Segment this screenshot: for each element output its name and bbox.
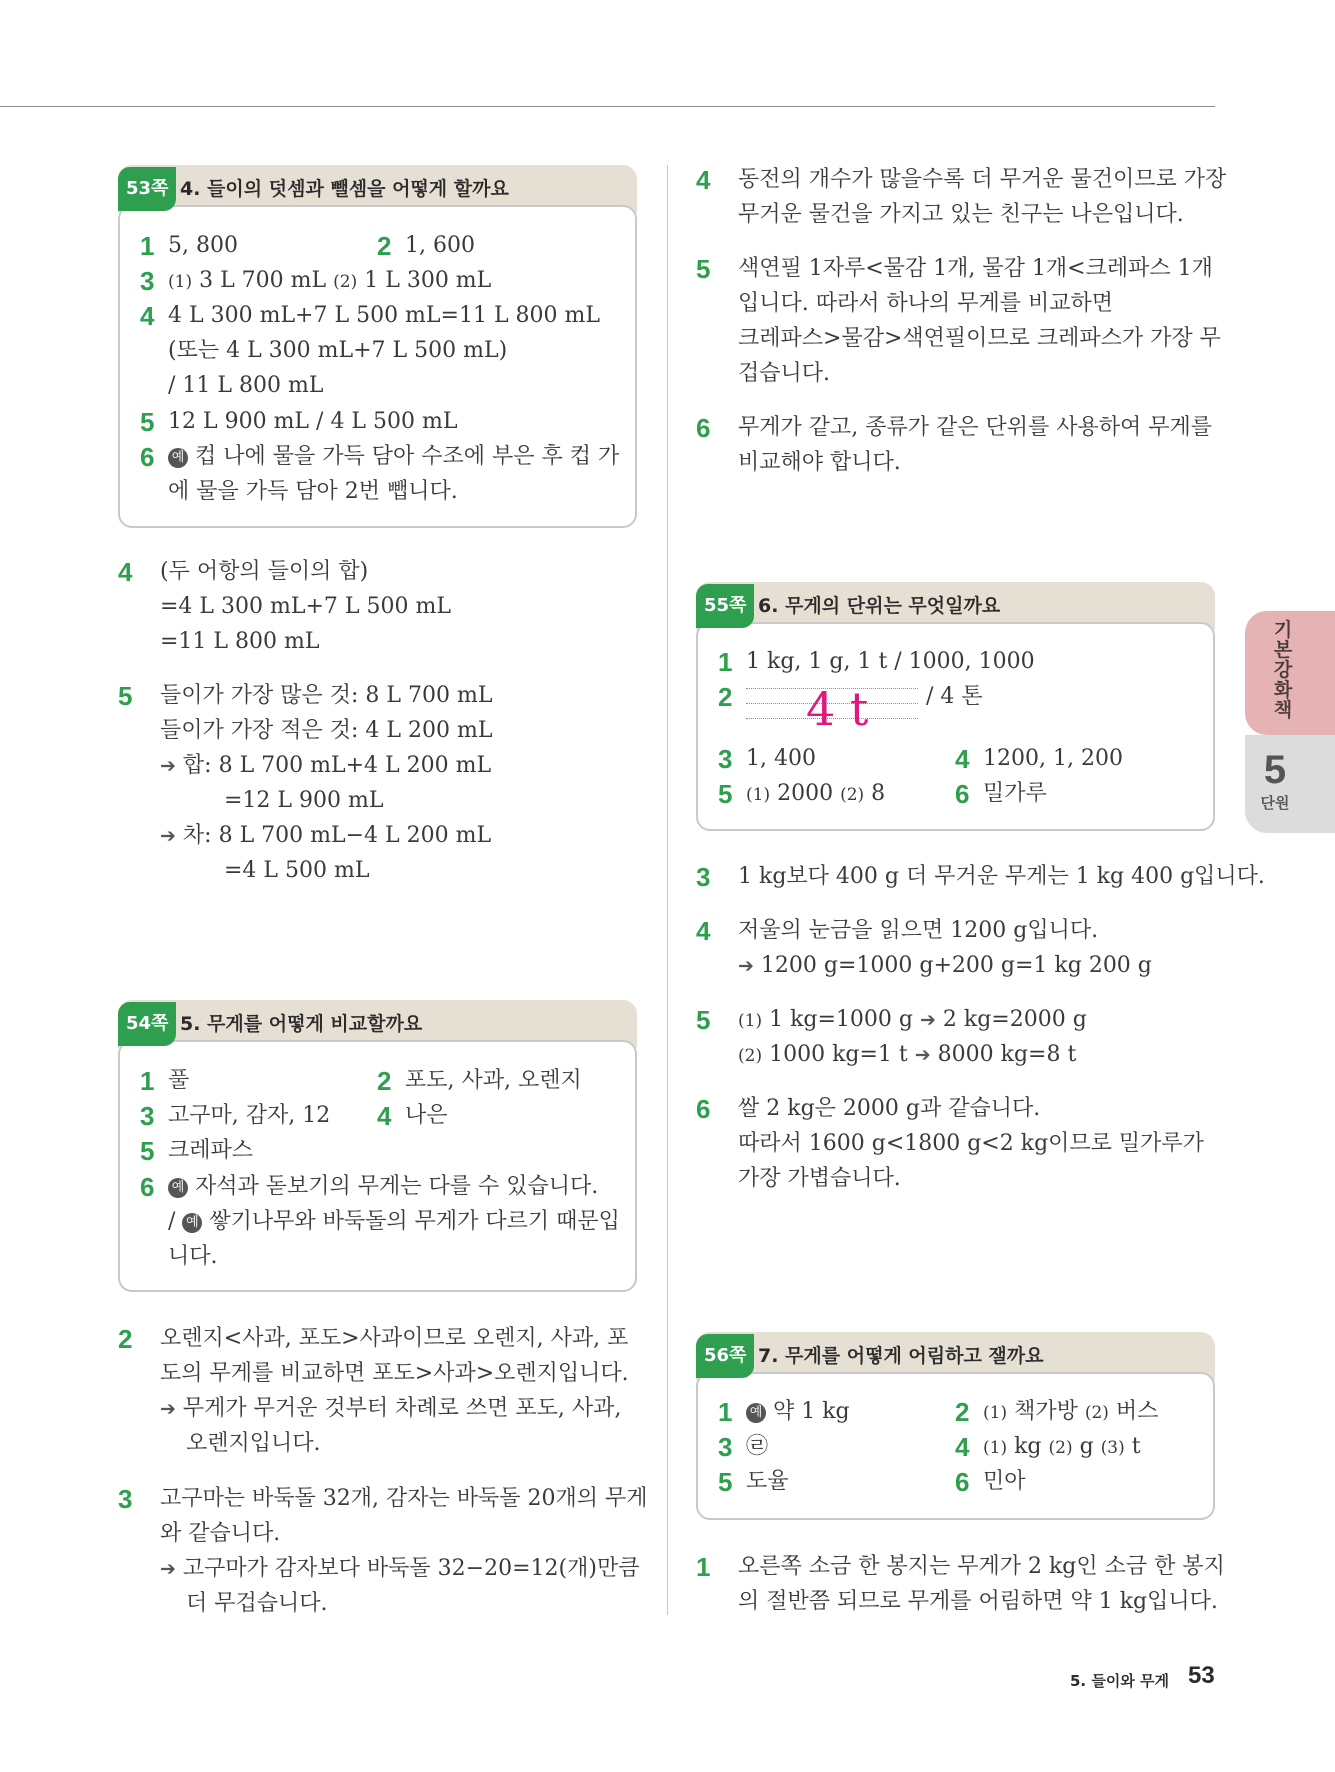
answer-number: 6 (955, 779, 970, 809)
exp-4-line3: =11 L 800 mL (160, 629, 320, 654)
answer-number: 5 (140, 407, 155, 437)
page-number: 53 (1188, 1662, 1215, 1689)
arrow-icon: ➔ (160, 825, 176, 847)
exp-4-line2 (738, 952, 1152, 980)
answer-number: 2 (377, 1066, 392, 1096)
answer-1: 1 kg, 1 g, 1 t / 1000, 1000 (746, 649, 1035, 674)
exp-4-line1: 동전의 개수가 많을수록 더 무거운 물건이므로 가장 (738, 167, 1227, 192)
answer-2 (983, 1398, 1158, 1427)
explanation-number: 1 (696, 1552, 711, 1582)
page-badge: 53쪽 (118, 167, 176, 211)
exp-3-line2: 와 같습니다. (160, 1521, 281, 1546)
answer-3 (168, 267, 491, 296)
answer-5: 12 L 900 mL / 4 L 500 mL (168, 409, 458, 434)
arrow-icon: ➔ (914, 1044, 931, 1066)
answer-5: 크레파스 (168, 1138, 254, 1163)
separator: / (168, 1209, 183, 1234)
answer-2: 포도, 사과, 오렌지 (405, 1068, 582, 1093)
answer-number: 5 (718, 1467, 733, 1497)
exp-5-line6: =4 L 500 mL (224, 858, 370, 883)
answer-number: 3 (140, 266, 155, 296)
exp-2-text: 무게가 무거운 것부터 차례로 쓰면 포도, 사과, (182, 1396, 622, 1421)
page-badge: 56쪽 (696, 1334, 754, 1378)
exp-5-line4: =12 L 900 mL (224, 788, 384, 813)
exp-6-line3: 가장 가볍습니다. (738, 1166, 901, 1191)
exp-5-line1 (738, 1006, 1087, 1035)
side-tab-line1: 기 본 (1273, 619, 1293, 661)
sub-label: (2) (738, 1046, 763, 1066)
box-title: 4. 들이의 덧셈과 뺄셈을 어떻게 할까요 (180, 178, 509, 200)
explanation-number: 3 (118, 1484, 133, 1514)
answer-number: 3 (718, 1432, 733, 1462)
answer-6-text: 컵 나에 물을 가득 담아 수조에 부은 후 컵 가 (188, 444, 620, 469)
exp-2-line3 (160, 1395, 621, 1423)
explanation-number: 6 (696, 1094, 711, 1124)
page-badge: 54쪽 (118, 1002, 176, 1046)
box-title: 5. 무게를 어떻게 비교할까요 (180, 1013, 423, 1035)
exp-4-line2: 무거운 물건을 가지고 있는 친구는 나은입니다. (738, 202, 1184, 227)
exp-3: 1 kg보다 400 g 더 무거운 무게는 1 kg 400 g입니다. (738, 864, 1265, 889)
exp-5-line1: 색연필 1자루<물감 1개, 물감 1개<크레파스 1개 (738, 256, 1213, 281)
exp-5-text: 1 kg=1000 g (762, 1007, 920, 1032)
exp-5-line2 (738, 1041, 1076, 1070)
sub-label: (1) (738, 1011, 763, 1031)
answer-number: 6 (955, 1467, 970, 1497)
arrow-icon: ➔ (160, 1558, 176, 1580)
answer-number: 1 (718, 1397, 733, 1427)
exp-6-line1: 쌀 2 kg은 2000 g과 같습니다. (738, 1096, 1041, 1121)
side-tab-label (1268, 620, 1298, 720)
answer-2-1: 책가방 (1007, 1399, 1085, 1424)
answer-number: 2 (955, 1397, 970, 1427)
explanation-number: 5 (696, 1005, 711, 1035)
exp-4-line2: =4 L 300 mL+7 L 500 mL (160, 594, 451, 619)
answer-4-3: t (1124, 1434, 1141, 1459)
explanation-number: 3 (696, 862, 711, 892)
example-mark: 예 (182, 1213, 202, 1233)
exp-5-sum: 합: 8 L 700 mL+4 L 200 mL (182, 753, 492, 778)
sub-label: (1) (983, 1403, 1008, 1423)
example-mark: 예 (168, 1178, 188, 1198)
exp-3-line1: 고구마는 바둑돌 32개, 감자는 바둑돌 20개의 무게 (160, 1486, 648, 1511)
answer-1-text: 약 1 kg (766, 1399, 850, 1424)
page-badge: 55쪽 (696, 584, 754, 628)
explanation-number: 5 (696, 254, 711, 284)
sub-label: (2) (333, 272, 358, 292)
exp-5-diff: 차: 8 L 700 mL−4 L 200 mL (182, 823, 492, 848)
answer-4-1: kg (1007, 1434, 1049, 1459)
column-divider (667, 165, 668, 1615)
exp-3-line3 (160, 1555, 639, 1583)
answer-6-line2 (168, 1208, 620, 1236)
explanation-number: 5 (118, 681, 133, 711)
answer-1: 5, 800 (168, 233, 238, 258)
example-mark: 예 (168, 448, 188, 468)
answer-3-2: 1 L 300 mL (357, 268, 492, 293)
answer-number: 4 (377, 1101, 392, 1131)
exp-4-line1: 저울의 눈금을 읽으면 1200 g입니다. (738, 918, 1099, 943)
answer-number: 2 (377, 231, 392, 261)
sub-label: (2) (840, 785, 865, 805)
explanation-number: 4 (696, 916, 711, 946)
exp-5-line4: 겁습니다. (738, 361, 831, 386)
exp-1-line1: 오른쪽 소금 한 봉지는 무게가 2 kg인 소금 한 봉지 (738, 1554, 1225, 1579)
sub-label: (1) (746, 785, 771, 805)
exp-5-text: 1000 kg=1 t (762, 1042, 915, 1067)
box-title: 6. 무게의 단위는 무엇일까요 (758, 595, 1001, 617)
exp-6-line2: 따라서 1600 g<1800 g<2 kg이므로 밀가루가 (738, 1131, 1204, 1156)
answer-number: 1 (140, 231, 155, 261)
answer-3: 고구마, 감자, 12 (168, 1103, 331, 1128)
answer-4: 1200, 1, 200 (983, 746, 1123, 771)
answer-number: 4 (955, 1432, 970, 1462)
answer-number: 4 (955, 744, 970, 774)
sub-label: (1) (168, 272, 193, 292)
answer-number: 2 (718, 682, 733, 712)
answer-number: 5 (140, 1136, 155, 1166)
answer-6-text: 쌓기나무와 바둑돌의 무게가 다르기 때문입 (202, 1209, 620, 1234)
sub-label: (2) (1084, 1403, 1109, 1423)
answer-number: 1 (140, 1066, 155, 1096)
handwritten-4t: 4 t (806, 682, 869, 736)
explanation-number: 4 (696, 165, 711, 195)
arrow-icon: ➔ (738, 955, 754, 977)
exp-4-line1: (두 어항의 들이의 합) (160, 559, 369, 584)
answer-4-line3: / 11 L 800 mL (168, 373, 324, 398)
answer-number: 6 (140, 442, 155, 472)
answer-2-2: 버스 (1108, 1399, 1159, 1424)
sub-label: (3) (1100, 1438, 1125, 1458)
exp-5-line5 (160, 822, 491, 850)
answer-number: 3 (718, 744, 733, 774)
explanation-number: 6 (696, 413, 711, 443)
exp-6-line1: 무게가 같고, 종류가 같은 단위를 사용하여 무게를 (738, 415, 1212, 440)
answer-5-1: 2000 (770, 781, 841, 806)
answer-number: 1 (718, 647, 733, 677)
exp-5-line1: 들이가 가장 많은 것: 8 L 700 mL (160, 683, 493, 708)
explanation-number: 2 (118, 1324, 133, 1354)
exp-4-calc: 1200 g=1000 g+200 g=1 kg 200 g (760, 953, 1152, 978)
side-tab-line2: 강 화 책 (1273, 659, 1293, 721)
exp-5-line3: 크레파스>물감>색연필이므로 크레파스가 가장 무 (738, 326, 1221, 351)
answer-5: 도율 (746, 1469, 789, 1494)
answer-1: 풀 (168, 1068, 190, 1093)
answer-4-line1: 4 L 300 mL+7 L 500 mL=11 L 800 mL (168, 303, 601, 328)
answer-6-text: 자석과 돋보기의 무게는 다를 수 있습니다. (188, 1174, 599, 1199)
answer-5 (746, 780, 885, 809)
answer-6-line3: 니다. (168, 1244, 218, 1269)
answer-2-unit: / 4 톤 (926, 684, 983, 709)
answer-number: 4 (140, 301, 155, 331)
exp-3-text: 고구마가 감자보다 바둑돌 32−20=12(개)만큼 (182, 1556, 640, 1581)
exp-2-line2: 도의 무게를 비교하면 포도>사과>오렌지입니다. (160, 1361, 629, 1386)
answer-3: 1, 400 (746, 746, 816, 771)
exp-5-line2: 들이가 가장 적은 것: 4 L 200 mL (160, 718, 493, 743)
answer-6-line1 (168, 1173, 598, 1201)
exp-6-line2: 비교해야 합니다. (738, 450, 901, 475)
sub-label: (2) (1048, 1438, 1073, 1458)
exp-1-line2: 의 절반쯤 되므로 무게를 어림하면 약 1 kg입니다. (738, 1589, 1218, 1614)
box-title: 7. 무게를 어떻게 어림하고 잴까요 (758, 1345, 1044, 1367)
arrow-icon: ➔ (160, 755, 176, 777)
answer-3-1: 3 L 700 mL (192, 268, 334, 293)
answer-6-line1 (168, 443, 619, 471)
answer-number: 6 (140, 1172, 155, 1202)
answer-number: 3 (140, 1101, 155, 1131)
footer-chapter-title: 5. 들이와 무게 (1070, 1672, 1170, 1690)
exp-2-line4: 오렌지입니다. (186, 1431, 321, 1456)
exp-5-text: 2 kg=2000 g (935, 1007, 1087, 1032)
answer-number: 5 (718, 779, 733, 809)
sub-label: (1) (983, 1438, 1008, 1458)
unit-number: 5 (1263, 748, 1287, 792)
answer-4-line2: (또는 4 L 300 mL+7 L 500 mL) (168, 338, 508, 363)
explanation-number: 4 (118, 557, 133, 587)
exp-5-line3 (160, 752, 491, 780)
exp-5-line2: 입니다. 따라서 하나의 무게를 비교하면 (738, 291, 1113, 316)
exp-3-line4: 더 무겁습니다. (186, 1591, 328, 1616)
exp-5-text: 8000 kg=8 t (930, 1042, 1077, 1067)
answer-6: 밀가루 (983, 781, 1047, 806)
example-mark: 예 (746, 1403, 766, 1423)
arrow-icon: ➔ (919, 1009, 936, 1031)
answer-6-line2: 에 물을 가득 담아 2번 뺍니다. (168, 479, 458, 504)
answer-3: ㉣ (746, 1434, 769, 1459)
answer-4: 나은 (405, 1103, 448, 1128)
answer-4-2: g (1072, 1434, 1101, 1459)
top-rule (0, 106, 1215, 107)
arrow-icon: ➔ (160, 1398, 176, 1420)
answer-1 (746, 1398, 850, 1426)
answer-2: 1, 600 (405, 233, 475, 258)
answer-5-2: 8 (864, 781, 886, 806)
unit-label: 단원 (1260, 794, 1290, 812)
answer-4 (983, 1433, 1141, 1462)
answer-6: 민아 (983, 1469, 1026, 1494)
exp-2-line1: 오렌지<사과, 포도>사과이므로 오렌지, 사과, 포 (160, 1326, 629, 1351)
